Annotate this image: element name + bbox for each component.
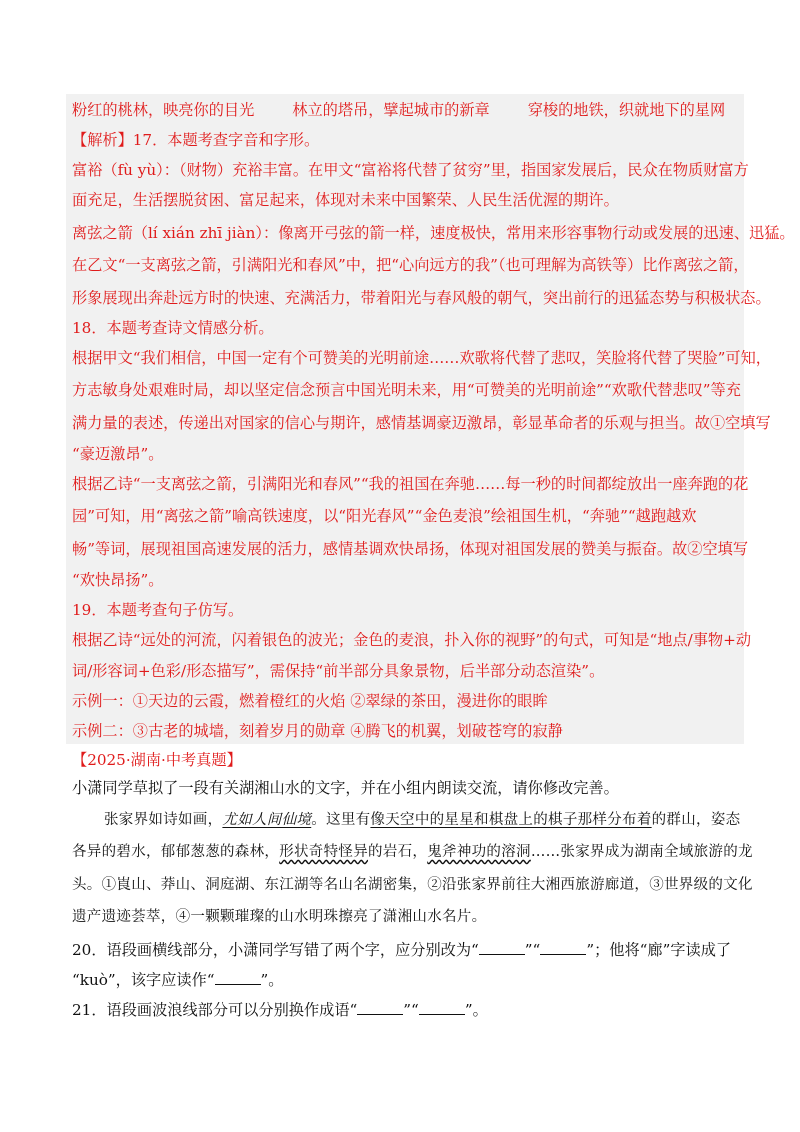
example-part-2: 林立的塔吊，擘起城市的新章 <box>292 101 490 119</box>
example-answer-line <box>72 100 725 120</box>
source-tag: 【2025·湖南·中考真题】 <box>72 751 242 769</box>
q19-line-2: 词/形容词+色彩/形态描写”，需保持“前半部分具象景物，后半部分动态渲染”。 <box>72 662 605 680</box>
q18-line-3: 满力量的表述，传递出对国家的信心与期许，感情基调豪迈激昂，彰显革命者的乐观与担当。故①空填写 <box>72 414 771 432</box>
passage-line-3: 头。①崀山、莽山、洞庭湖、东江湖等名山名湖密集，②沿张家界前往大湘西旅游廊道，③世界级的文化 <box>72 877 753 893</box>
answer-blank[interactable] <box>357 1000 403 1015</box>
q17-line-4: 在乙文“一支离弦之箭，引满阳光和春风”中，把“心向远方的我”（也可理解为高铁等）比作离弦之箭， <box>72 256 749 274</box>
q17-line-3: 离弦之箭（lí xián zhī jiàn）：像离开弓弦的箭一样，速度极快，常用来形容事物行动或发展的迅速、迅猛。 <box>72 224 795 242</box>
q18-header: 18．本题考查诗文情感分析。 <box>72 319 274 337</box>
q18-line-2: 方志敏身处艰难时局，却以坚定信念预言中国光明未来，用“可赞美的光明前途”“欢歌代替悲叹”等充 <box>72 381 741 399</box>
answer-blank[interactable] <box>479 940 525 955</box>
q18-line-5: 根据乙诗“一支离弦之箭，引满阳光和春风”“我的祖国在奔驰……每一秒的时间都绽放出一座奔跑的花 <box>72 475 749 493</box>
q17-line-5: 形象展现出奔赴远方时的快速、充满活力，带着阳光与春风般的朝气，突出前行的迅猛态势与积极状态。 <box>72 289 771 307</box>
passage-text: ……张家界成为湖南全域旅游的龙 <box>530 844 753 860</box>
q20-line-1 <box>72 940 731 960</box>
q20-text: ”“ <box>524 941 541 959</box>
passage-text: 的群山，姿态 <box>651 812 741 828</box>
q20-text: “kuò”，该字应读作“ <box>72 971 215 989</box>
passage-text: 张家界如诗如画， <box>104 812 223 828</box>
answer-blank[interactable] <box>540 940 586 955</box>
wavy-phrase-2: 鬼斧神功的溶洞 <box>427 844 531 860</box>
q21-line <box>72 1000 488 1020</box>
example-part-3: 穿梭的地铁，织就地下的星网 <box>527 101 726 119</box>
q18-line-1: 根据甲文“我们相信，中国一定有个可赞美的光明前途……欢歌将代替了悲叹，笑脸将代替了哭脸”可知， <box>72 349 771 367</box>
passage-text: 的岩石， <box>368 844 428 860</box>
underlined-phrase-1: 尤如人间仙境 <box>222 812 312 828</box>
q17-line-2: 面充足，生活摆脱贫困、富足起来，体现对未来中国繁荣、人民生活优渥的期许。 <box>72 191 619 209</box>
passage-text: 各异的碧水，郁郁葱葱的森林， <box>72 844 280 860</box>
q19-example-2: 示例二：③古老的城墙，刻着岁月的勋章 ④腾飞的机翼，划破苍穹的寂静 <box>72 722 563 740</box>
passage-line-2 <box>72 842 753 862</box>
underlined-phrase-2: 像天空中的星星和棋盘上的棋子那样分布着 <box>370 812 652 828</box>
q18-line-8: “欢快昂扬”。 <box>72 571 164 589</box>
analysis-header: 【解析】17．本题考查字音和字形。 <box>72 131 320 149</box>
q18-line-4: “豪迈激昂”。 <box>72 445 164 463</box>
q19-header: 19．本题考查句子仿写。 <box>72 601 244 619</box>
q21-text: ”。 <box>464 1001 488 1019</box>
passage-line-4: 遗产遗迹荟萃，④一颗颗璀璨的山水明珠擦亮了潇湘山水名片。 <box>72 909 487 925</box>
q18-line-7: 畅”等词，展现祖国高速发展的活力，感情基调欢快昂扬，体现对祖国发展的赞美与振奋。故②空填写 <box>72 540 749 558</box>
answer-blank[interactable] <box>419 1000 465 1015</box>
q21-text: 21．语段画波浪线部分可以分别换作成语“ <box>72 1001 358 1019</box>
q20-text: 20．语段画横线部分，小潇同学写错了两个字，应分别改为“ <box>72 941 479 959</box>
q17-line-1: 富裕（fù yù）：（财物）充裕丰富。在甲文“富裕将代替了贫穷”里，指国家发展后，民众在物质财富方 <box>72 161 749 179</box>
q19-example-1: 示例一：①天边的云霞，燃着橙红的火焰 ②翠绿的茶田，漫进你的眼眸 <box>72 692 548 710</box>
example-part-1: 粉红的桃林，映亮你的目光 <box>72 101 255 119</box>
question-intro: 小潇同学草拟了一段有关湖湘山水的文字，并在小组内朗读交流，请你修改完善。 <box>72 779 619 797</box>
q21-text: ”“ <box>403 1001 419 1019</box>
q18-line-6: 园”可知，用“离弦之箭”喻高铁速度，以“阳光春风”“金色麦浪”绘祖国生机，“奔驰”“越跑越欢 <box>72 507 697 525</box>
answer-blank[interactable] <box>215 970 261 985</box>
q20-line-2 <box>72 970 284 990</box>
passage-text: 。这里有 <box>311 812 371 828</box>
q20-text: ”。 <box>260 971 284 989</box>
passage-line-1 <box>104 810 740 830</box>
wavy-phrase-1: 形状奇特怪异 <box>279 844 369 860</box>
q20-text: ”；他将“廊”字读成了 <box>586 941 732 959</box>
q19-line-1: 根据乙诗“远处的河流，闪着银色的波光；金色的麦浪，扑入你的视野”的句式，可知是“地点/事物+动 <box>72 631 752 649</box>
